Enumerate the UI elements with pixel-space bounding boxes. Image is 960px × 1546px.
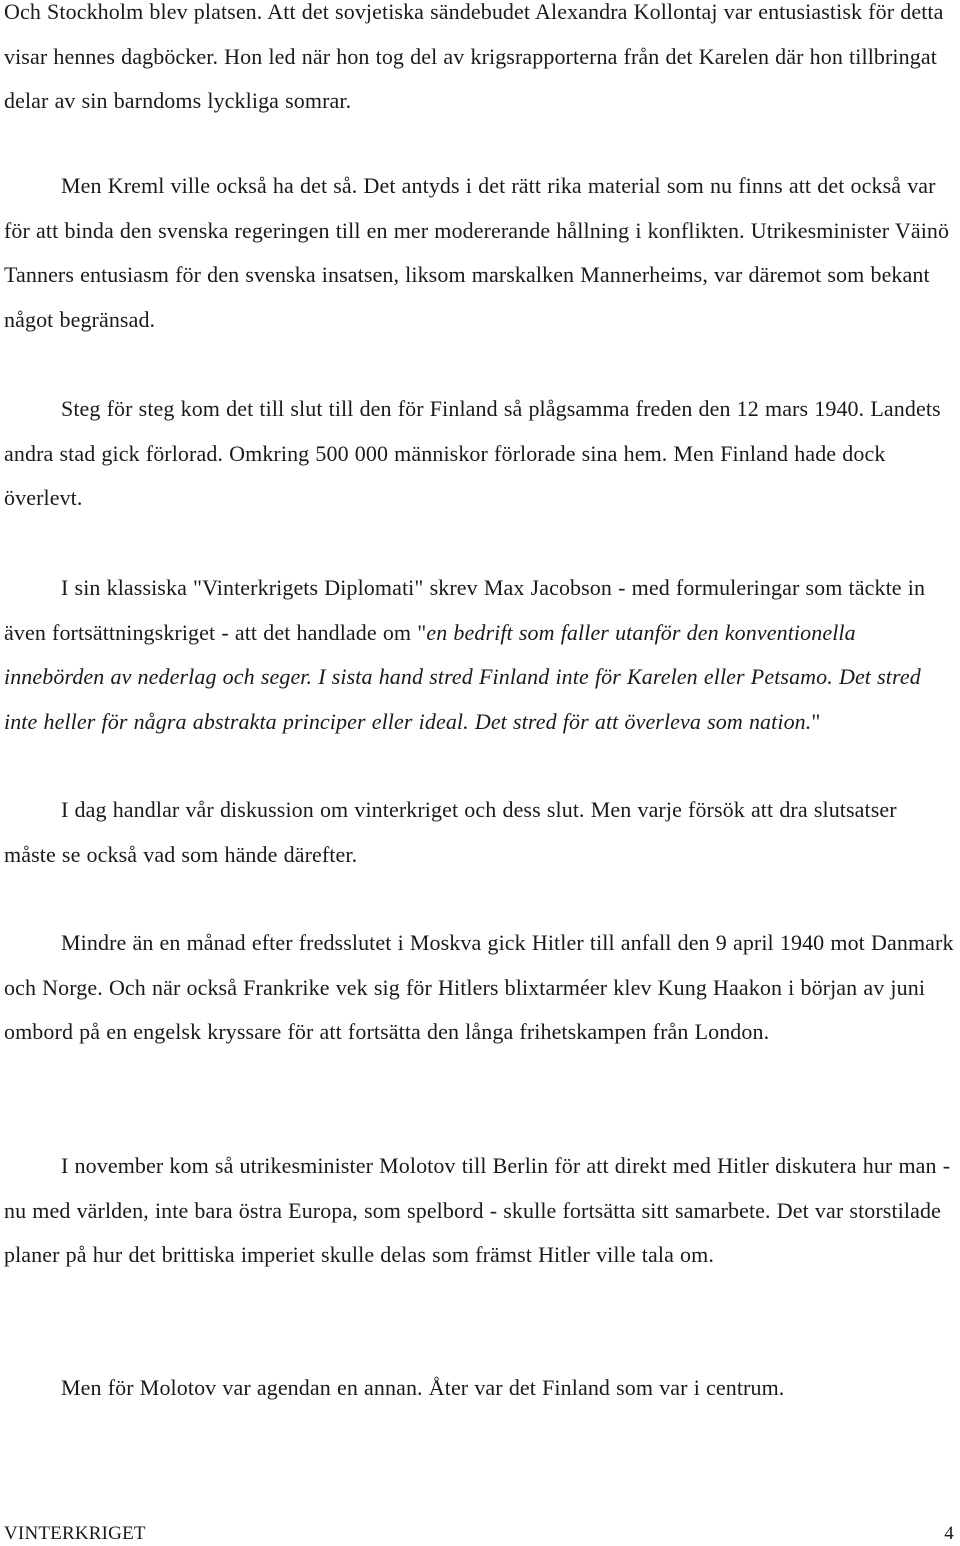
paragraph-freden: Steg för steg kom det till slut till den för Finland så plågsamma freden den 12 mars 1940. Landets andra stad gick förlorad. Omkring 500 000 människor förlorade sina hem. Men Finland hade dock överlevt. [4, 396, 941, 510]
paragraph-jacobson-quote [4, 566, 954, 744]
paragraph-molotov-agenda: Men för Molotov var agendan en annan. Åter var det Finland som var i centrum. [61, 1375, 785, 1400]
paragraph-diskussion: I dag handlar vår diskussion om vinterkriget och dess slut. Men varje försök att dra slutsatser måste se också vad som hände därefter. [4, 797, 897, 867]
footer-title: VINTERKRIGET [4, 1523, 146, 1544]
paragraph-kollontaj: Och Stockholm blev platsen. Att det sovjetiska sändebudet Alexandra Kollontaj var entusiastisk för detta visar hennes dagböcker. Hon led när hon tog del av krigsrapporterna från det Karelen där hon tillbringat delar av sin barndoms lyckliga somrar. [4, 0, 944, 113]
quote-outro: " [811, 708, 821, 734]
paragraph-molotov-berlin: I november kom så utrikesminister Molotov till Berlin för att direkt med Hitler diskutera hur man - nu med världen, inte bara östra Europa, som spelbord - skulle fortsätta sitt samarbete. Det var storstilade planer på hur det brittiska imperiet skulle delas som främst Hitler ville tala om. [4, 1153, 951, 1267]
page-footer [4, 1522, 954, 1546]
paragraph-kreml: Men Kreml ville också ha det så. Det antyds i det rätt rika material som nu finns att det också var för att binda den svenska regeringen till en mer modererande hållning i konflikten. Utrikesminister Väinö Tanners entusiasm för den svenska insatsen, liksom marskalken Mannerheims, var däremot som bekant något begränsad. [4, 173, 950, 332]
paragraph-hitler-anfall: Mindre än en månad efter fredsslutet i Moskva gick Hitler till anfall den 9 april 1940 mot Danmark och Norge. Och när också Frankrike vek sig för Hitlers blixtarméer klev Kung Haakon i början av juni ombord på en engelsk kryssare för att fortsätta den långa frihetskampen från London. [4, 930, 954, 1044]
quote-intro: I sin klassiska "Vinterkrigets Diplomati" skrev Max Jacobson - med formuleringar som täckte in även fortsättningskriget - att det handlade om " [4, 575, 926, 645]
quote-italic-text: en bedrift som faller utanför den konventionella innebörden av nederlag och seger. I sista hand stred Finland inte för Karelen eller Petsamo. Det stred inte heller för några abstrakta principer eller ideal. Det stred för att överleva som nation. [4, 619, 921, 734]
page-number: 4 [944, 1523, 954, 1544]
